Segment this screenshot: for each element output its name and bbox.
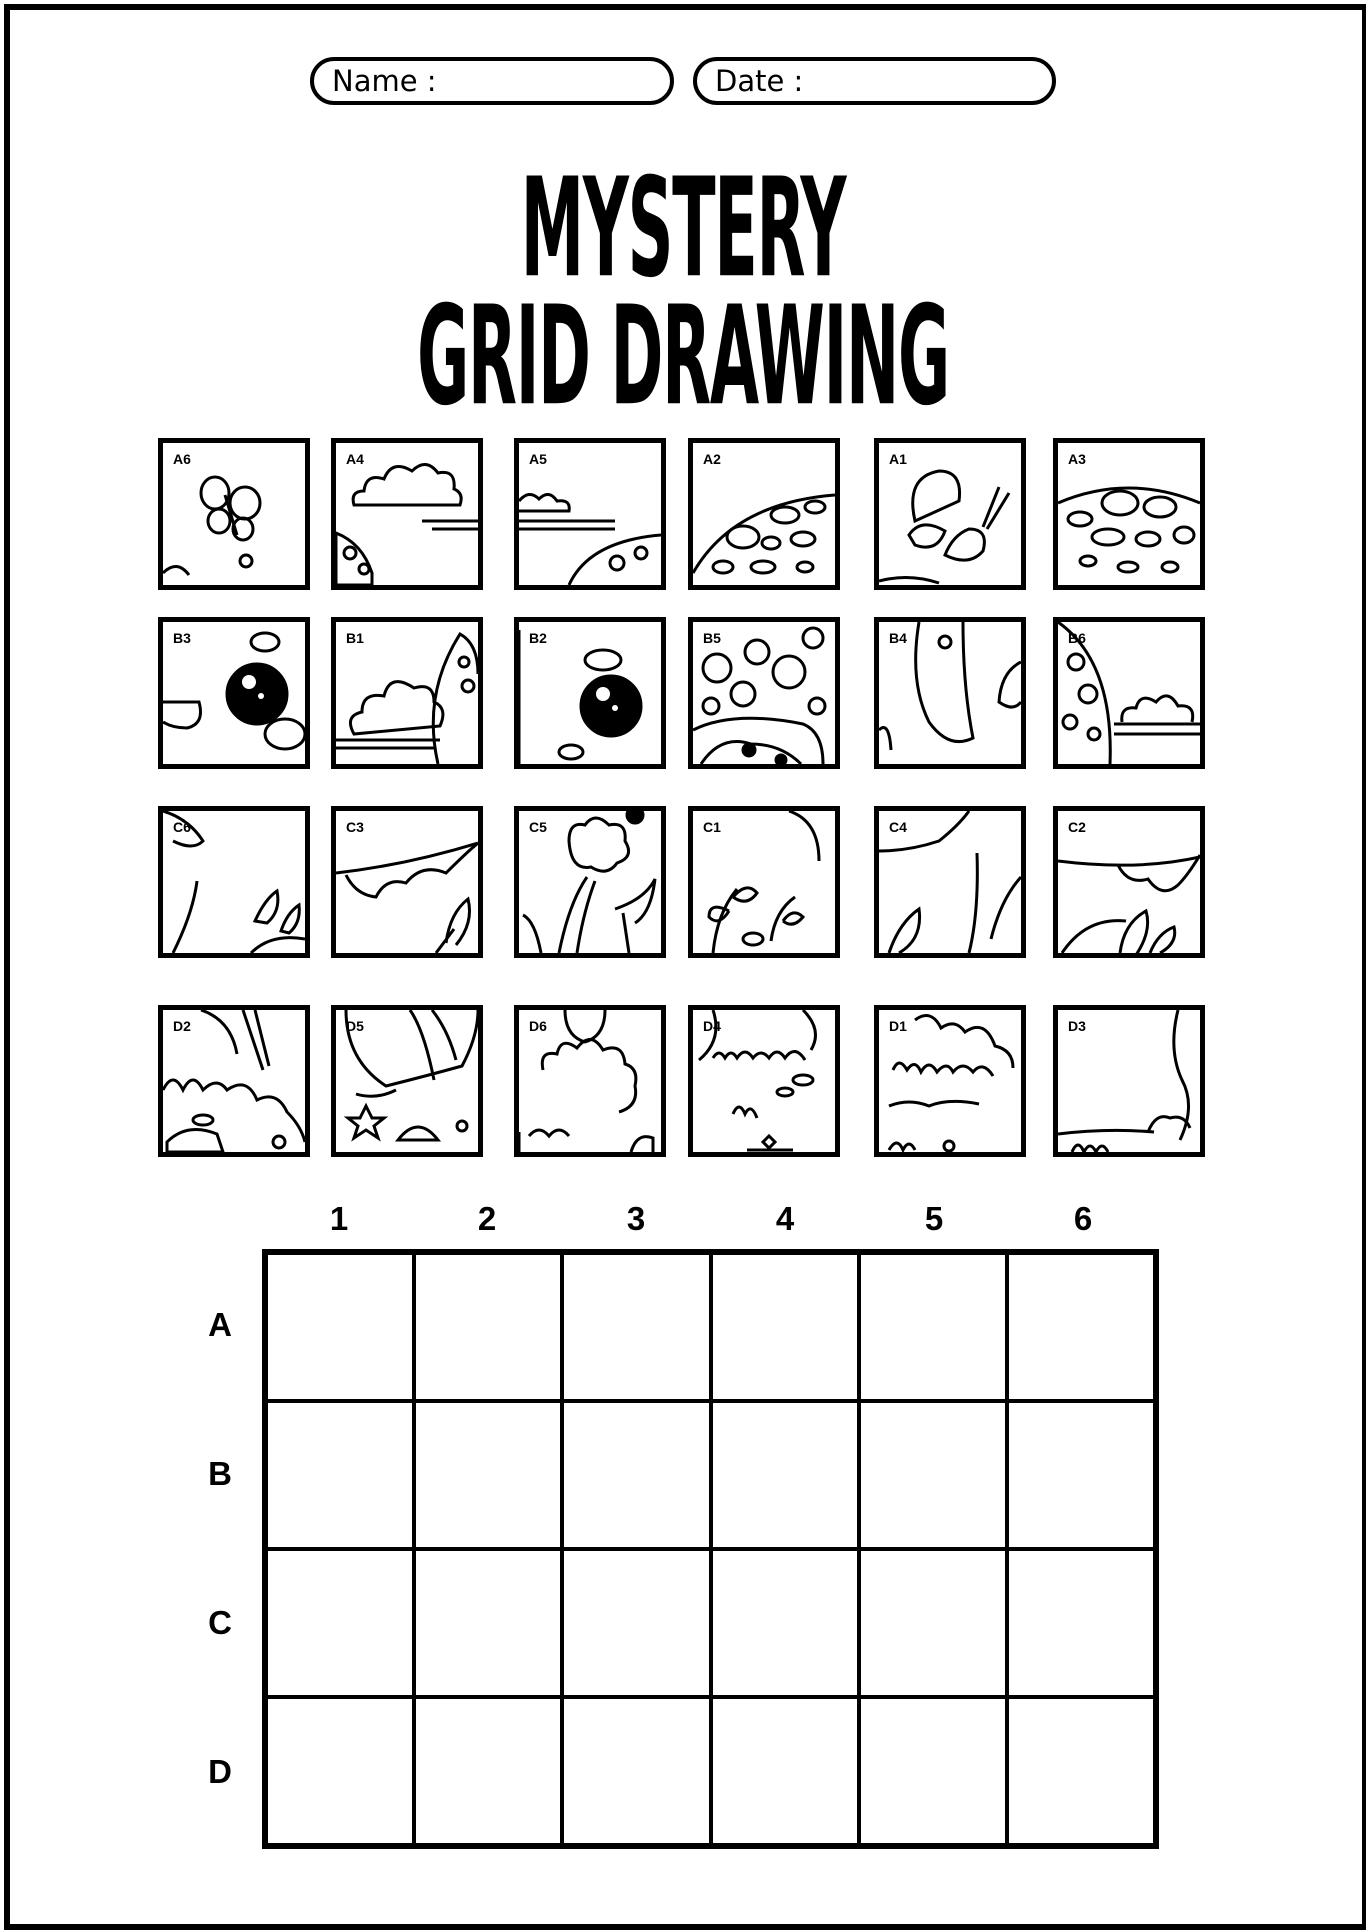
grid-cell[interactable]	[859, 1253, 1007, 1401]
grid-cell[interactable]	[266, 1401, 414, 1549]
tile-label: A1	[889, 451, 907, 467]
grid-cell[interactable]	[562, 1401, 710, 1549]
puzzle-tile	[1053, 806, 1205, 958]
name-field[interactable]	[310, 57, 674, 105]
tile-label: A2	[703, 451, 721, 467]
page-title-line1: MYSTERY	[520, 148, 846, 308]
tile-label: D1	[889, 1018, 907, 1034]
grid-column-label: 5	[924, 1200, 944, 1237]
tile-label: D6	[529, 1018, 547, 1034]
tile-label: D5	[346, 1018, 364, 1034]
grid-cell[interactable]	[266, 1549, 414, 1697]
grid-cell[interactable]	[1007, 1697, 1155, 1845]
grid-cell[interactable]	[711, 1253, 859, 1401]
puzzle-tile	[331, 438, 483, 590]
grid-cell[interactable]	[859, 1697, 1007, 1845]
grid-cell[interactable]	[562, 1549, 710, 1697]
name-label: Name :	[332, 64, 437, 98]
tile-label: B1	[346, 630, 364, 646]
page-title-line2: GRID DRAWING	[417, 276, 949, 436]
tile-label: B4	[889, 630, 907, 646]
tile-label: C3	[346, 819, 364, 835]
puzzle-tile	[514, 806, 666, 958]
tile-label: C6	[173, 819, 191, 835]
puzzle-tile	[514, 1005, 666, 1157]
tile-label: D4	[703, 1018, 721, 1034]
drawing-grid	[262, 1249, 1159, 1849]
grid-column-label: 1	[329, 1200, 349, 1237]
puzzle-tile	[1053, 617, 1205, 769]
tile-label: A5	[529, 451, 547, 467]
puzzle-tile	[331, 806, 483, 958]
puzzle-tile	[688, 617, 840, 769]
puzzle-tile	[514, 438, 666, 590]
puzzle-tile	[688, 1005, 840, 1157]
grid-row-label: C	[208, 1604, 232, 1641]
grid-cell[interactable]	[414, 1401, 562, 1549]
puzzle-tile	[688, 438, 840, 590]
puzzle-tile	[331, 617, 483, 769]
puzzle-tile	[514, 617, 666, 769]
tile-label: A4	[346, 451, 364, 467]
puzzle-tile	[874, 438, 1026, 590]
puzzle-tile	[874, 617, 1026, 769]
grid-cell[interactable]	[711, 1549, 859, 1697]
grid-row-label: D	[208, 1753, 232, 1790]
grid-cell[interactable]	[711, 1401, 859, 1549]
grid-row-label: B	[208, 1455, 232, 1492]
puzzle-tile	[158, 617, 310, 769]
tile-label: D3	[1068, 1018, 1086, 1034]
grid-row-label: A	[208, 1306, 232, 1343]
puzzle-tile	[158, 1005, 310, 1157]
tile-label: C2	[1068, 819, 1086, 835]
grid-column-label: 2	[477, 1200, 497, 1237]
tile-label: B5	[703, 630, 721, 646]
tile-label: B2	[529, 630, 547, 646]
grid-cell[interactable]	[414, 1549, 562, 1697]
puzzle-tile	[158, 806, 310, 958]
tile-label: C5	[529, 819, 547, 835]
grid-cell[interactable]	[562, 1253, 710, 1401]
date-label: Date :	[715, 64, 804, 98]
grid-cell[interactable]	[562, 1697, 710, 1845]
puzzle-tile	[1053, 1005, 1205, 1157]
tile-label: B6	[1068, 630, 1086, 646]
tile-label: B3	[173, 630, 191, 646]
grid-cell[interactable]	[414, 1697, 562, 1845]
grid-cell[interactable]	[711, 1697, 859, 1845]
tile-label: A3	[1068, 451, 1086, 467]
grid-column-label: 4	[775, 1200, 795, 1237]
grid-cell[interactable]	[414, 1253, 562, 1401]
puzzle-tile	[874, 806, 1026, 958]
grid-cell[interactable]	[1007, 1401, 1155, 1549]
grid-cell[interactable]	[859, 1549, 1007, 1697]
grid-cell[interactable]	[266, 1697, 414, 1845]
puzzle-tile	[158, 438, 310, 590]
tile-label: C1	[703, 819, 721, 835]
date-field[interactable]	[693, 57, 1056, 105]
tile-label: A6	[173, 451, 191, 467]
grid-cell[interactable]	[1007, 1549, 1155, 1697]
grid-cell[interactable]	[1007, 1253, 1155, 1401]
grid-column-label: 6	[1073, 1200, 1093, 1237]
puzzle-tile	[1053, 438, 1205, 590]
grid-cell[interactable]	[266, 1253, 414, 1401]
grid-column-label: 3	[626, 1200, 646, 1237]
tile-label: C4	[889, 819, 907, 835]
puzzle-tile	[331, 1005, 483, 1157]
puzzle-tile	[874, 1005, 1026, 1157]
grid-cell[interactable]	[859, 1401, 1007, 1549]
tile-label: D2	[173, 1018, 191, 1034]
puzzle-tile	[688, 806, 840, 958]
